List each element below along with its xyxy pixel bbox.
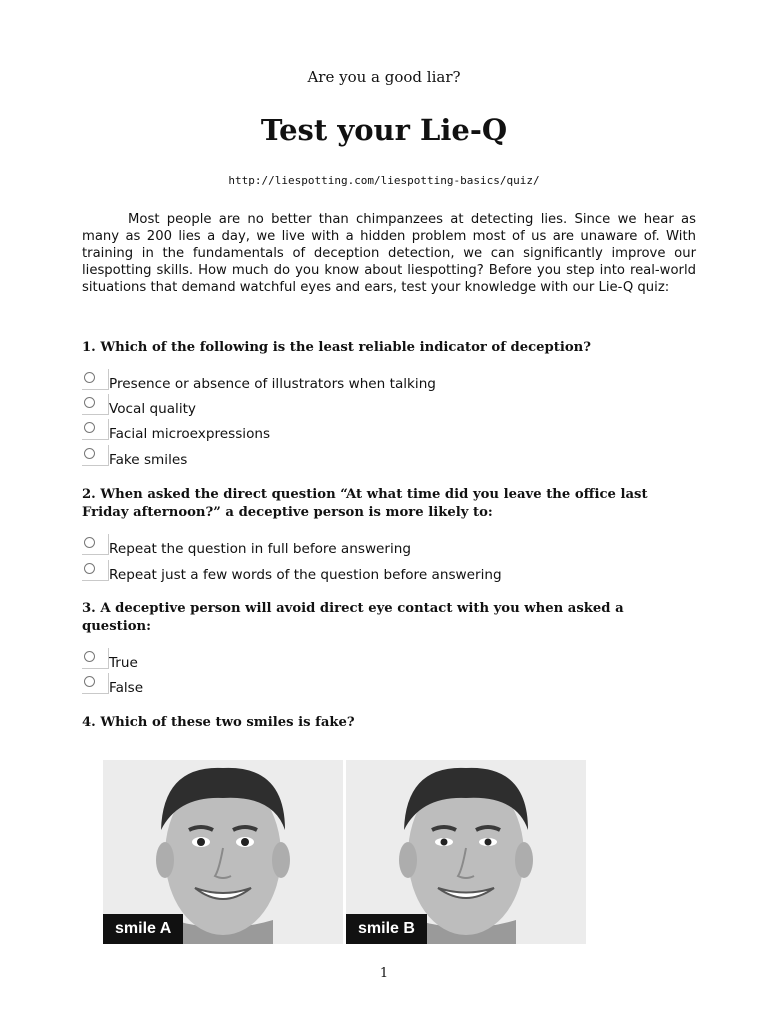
option-label: Vocal quality xyxy=(109,401,196,417)
page-number: 1 xyxy=(379,966,389,981)
option-label: Facial microexpressions xyxy=(109,426,271,442)
q2-option-2[interactable] xyxy=(82,563,696,585)
radio-button[interactable] xyxy=(84,563,95,574)
photo-label: smile A xyxy=(103,914,183,944)
radio-button[interactable] xyxy=(84,448,95,459)
option-label: Fake smiles xyxy=(109,452,188,468)
pretitle: Are you a good liar? xyxy=(307,68,461,86)
option-label: True xyxy=(109,655,138,671)
question-2: 2. When asked the direct question “At what time did you leave the office last Friday afternoon?” a deceptive person is more likely to: xyxy=(82,487,648,520)
q1-option-4[interactable] xyxy=(82,448,696,470)
smile-photos xyxy=(103,760,587,944)
option-label: False xyxy=(109,680,144,696)
q1-option-2[interactable] xyxy=(82,397,696,419)
question-4: 4. Which of these two smiles is fake? xyxy=(82,715,355,730)
q3-option-1[interactable] xyxy=(82,651,696,673)
q1-option-1[interactable] xyxy=(82,372,696,394)
radio-button[interactable] xyxy=(84,372,95,383)
page-title: Test your Lie-Q xyxy=(260,113,508,147)
q3-option-2[interactable] xyxy=(82,676,696,698)
smile-b-photo[interactable] xyxy=(346,760,586,944)
source-url: http://liespotting.com/liespotting-basics/quiz/ xyxy=(228,174,540,187)
photo-label: smile B xyxy=(346,914,427,944)
option-label: Repeat just a few words of the question before answering xyxy=(109,567,502,583)
radio-button[interactable] xyxy=(84,397,95,408)
radio-button[interactable] xyxy=(84,676,95,687)
option-label: Repeat the question in full before answering xyxy=(109,541,412,557)
q1-option-3[interactable] xyxy=(82,422,696,444)
question-1: 1. Which of the following is the least reliable indicator of deception? xyxy=(82,340,591,355)
radio-button[interactable] xyxy=(84,422,95,433)
q2-option-1[interactable] xyxy=(82,537,696,559)
intro-paragraph: Most people are no better than chimpanzees at detecting lies. Since we hear as many as 200 lies a day, we live with a hidden problem most of us are unaware of. With training in the fundamentals of deception detection, we can significantly improve our liespotting skills. How much do you know about liespotting? Before you step into real-world situations that demand watchful eyes and ears, test your knowledge with our Lie-Q quiz: xyxy=(82,212,696,295)
smile-a-photo[interactable] xyxy=(103,760,343,944)
question-3: 3. A deceptive person will avoid direct eye contact with you when asked a question: xyxy=(82,601,624,634)
option-label: Presence or absence of illustrators when talking xyxy=(109,376,436,392)
radio-button[interactable] xyxy=(84,537,95,548)
radio-button[interactable] xyxy=(84,651,95,662)
